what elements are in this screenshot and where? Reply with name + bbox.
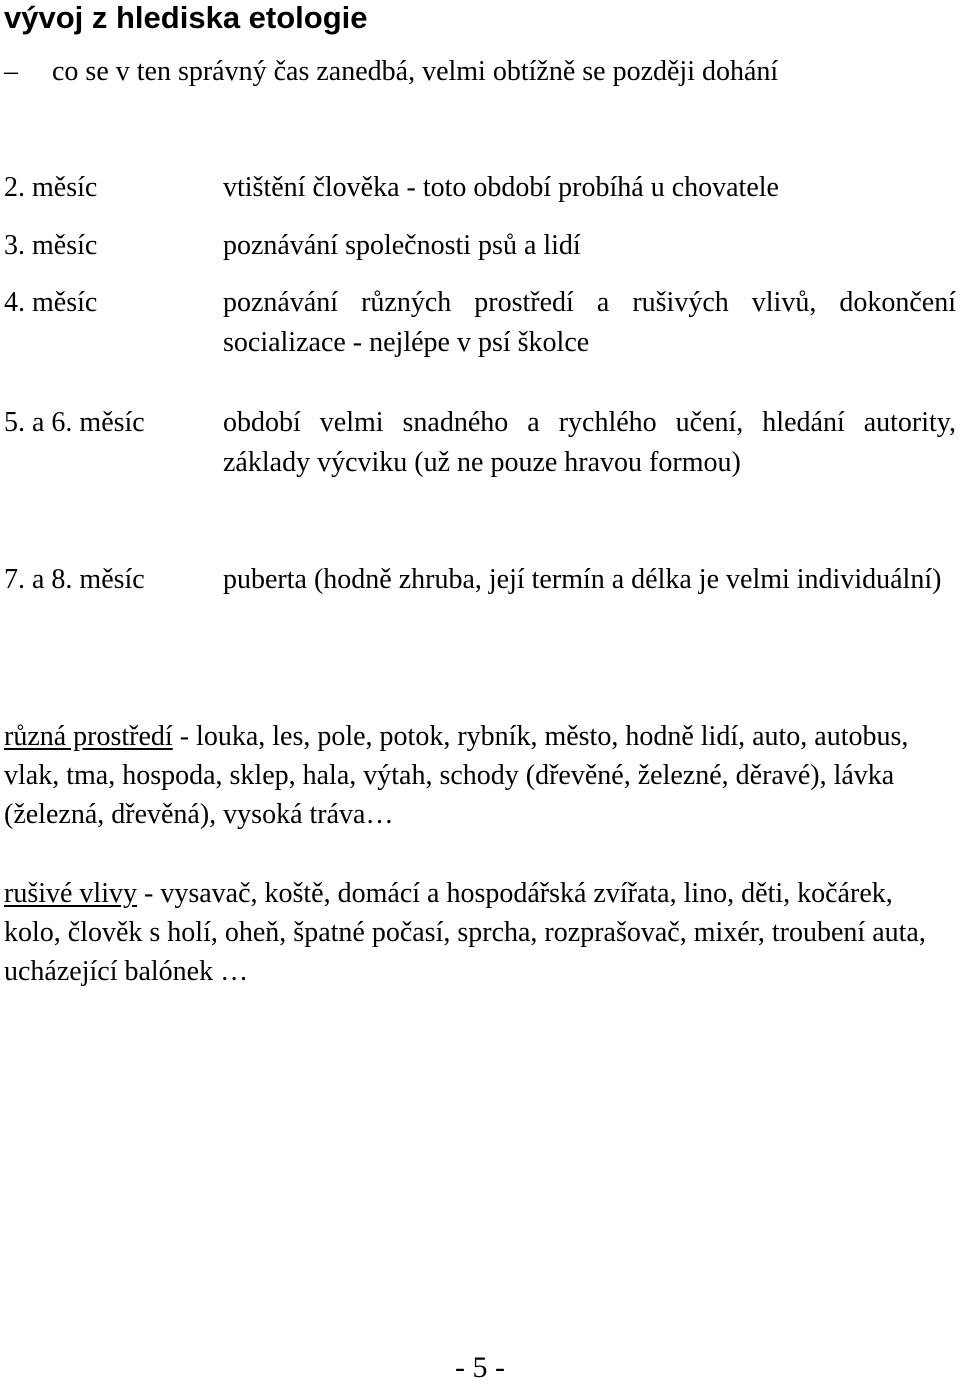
month-label: 7. a 8. měsíc: [4, 564, 145, 595]
disturbances-heading: rušivé vlivy: [4, 878, 137, 909]
month-label: 5. a 6. měsíc: [4, 407, 145, 438]
month-description: období velmi snadného a rychlého učení, hledání autority, základy výcviku (už ne pouze hravou formou): [223, 407, 956, 478]
environments-text: - louka, les, pole, potok, rybník, město, hodně lidí, auto, autobus, vlak, tma, hospoda, sklep, hala, výtah, schody (dřevěné, železné, děravé), lávka (železná, dřevěná), vysoká tráva…: [4, 721, 909, 830]
month-label: 3. měsíc: [4, 230, 98, 261]
intro-bullet: [4, 54, 778, 90]
dash-bullet: –: [4, 56, 18, 87]
page-title: vývoj z hlediska etologie: [4, 0, 368, 35]
month-label: 2. měsíc: [4, 172, 98, 203]
environments-heading: různá prostředí: [4, 721, 173, 752]
intro-bullet-text: co se v ten správný čas zanedbá, velmi obtížně se později dohání: [52, 56, 779, 87]
month-description: poznávání společnosti psů a lidí: [223, 230, 581, 261]
page-number: - 5 -: [455, 1351, 505, 1384]
month-description: vtištění člověka - toto období probíhá u chovatele: [223, 172, 779, 203]
disturbances-paragraph: [4, 874, 956, 991]
disturbances-text: - vysavač, koště, domácí a hospodářská zvířata, lino, děti, kočárek, kolo, člověk s holí, oheň, špatné počasí, sprcha, rozprašovač, mixér, troubení auta, ucházející balónek …: [4, 878, 926, 987]
month-label: 4. měsíc: [4, 287, 98, 318]
month-description: poznávání různých prostředí a rušivých vlivů, dokončení socializace - nejlépe v psí školce: [223, 287, 956, 358]
month-description: puberta (hodně zhruba, její termín a délka je velmi individuální): [223, 564, 942, 595]
environments-paragraph: [4, 717, 956, 834]
